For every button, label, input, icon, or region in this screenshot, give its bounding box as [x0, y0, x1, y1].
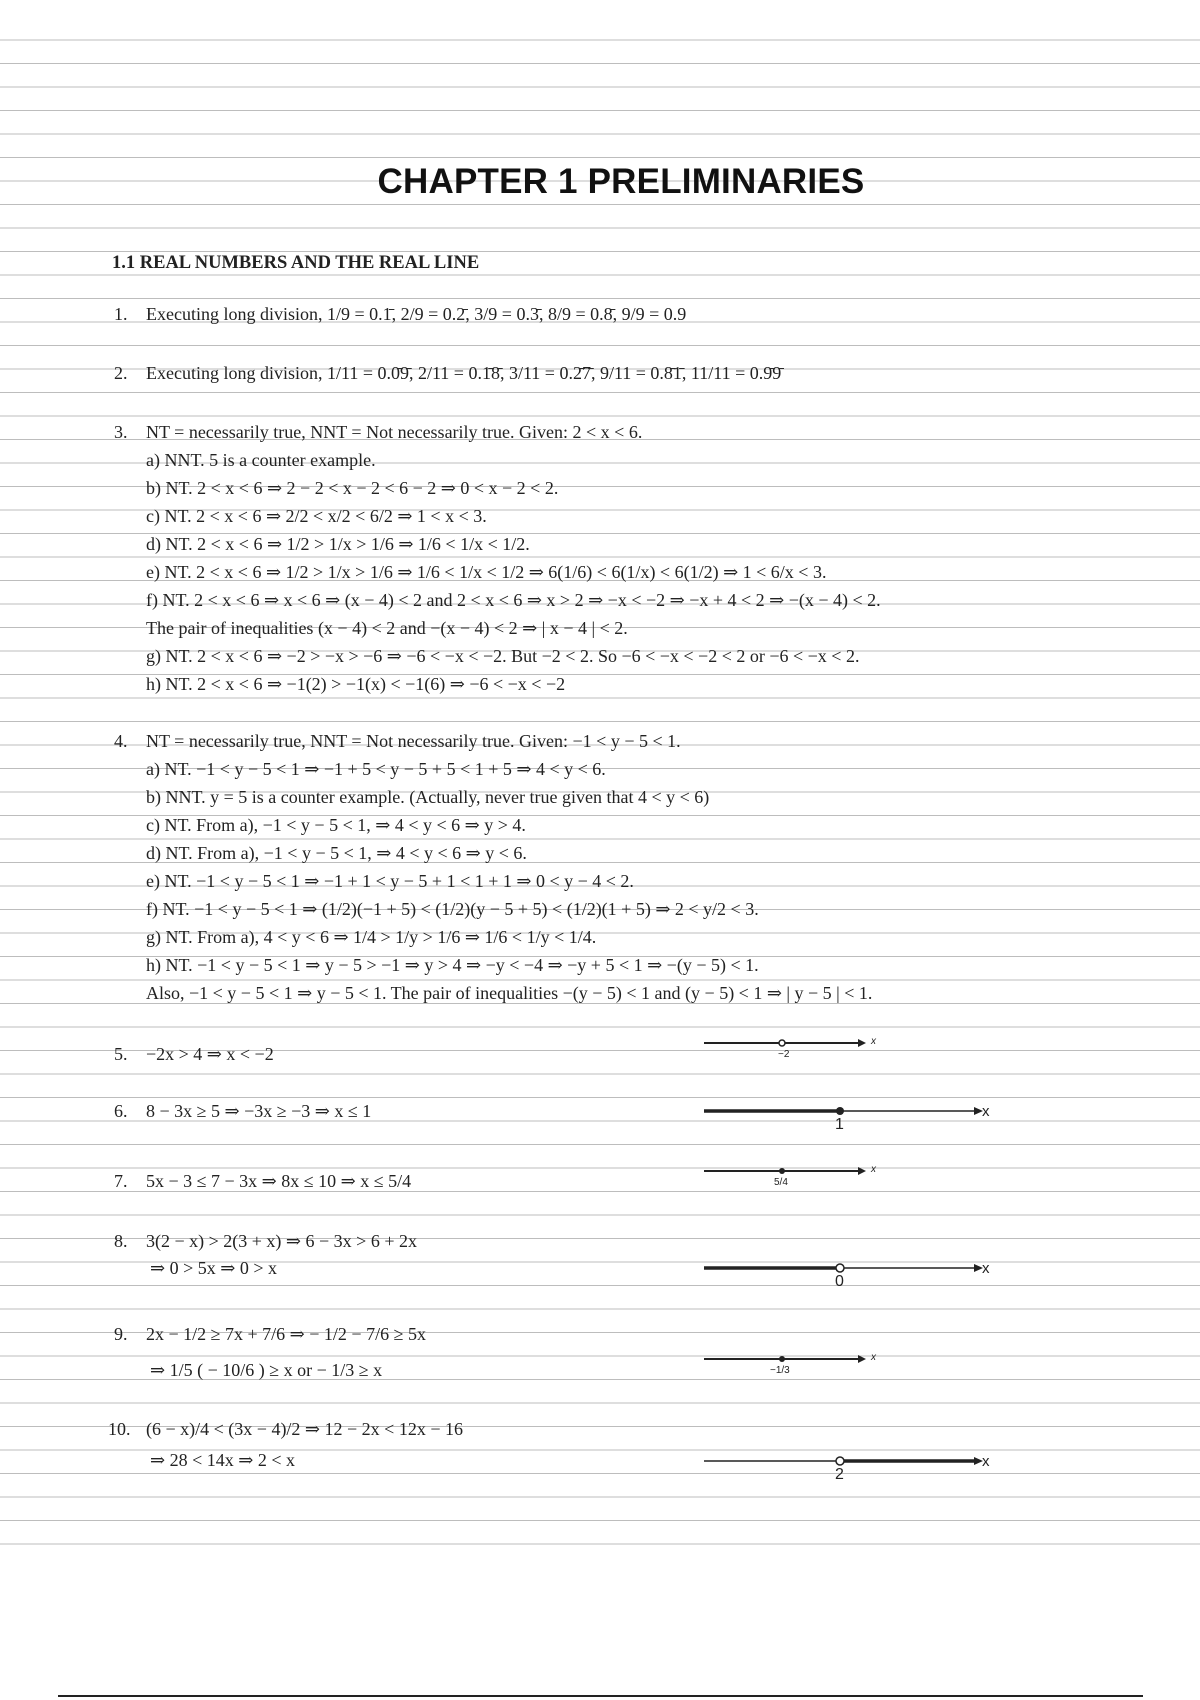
chapter-title: CHAPTER 1 PRELIMINARIES	[377, 162, 865, 201]
number-line-point-label: 0	[835, 1273, 844, 1289]
item-line: g) NT. 2 < x < 6 ⇒ −2 > −x > −6 ⇒ −6 < −x < −2. But −2 < 2. So −6 < −x < −2 < 2 or −6 < −x < 2.	[146, 646, 860, 666]
item-line: d) NT. 2 < x < 6 ⇒ 1/2 > 1/x > 1/6 ⇒ 1/6 < 1/x < 1/2.	[146, 534, 530, 554]
item-number: 2.	[114, 363, 128, 383]
number-line-point-label: 1	[835, 1116, 844, 1132]
number-line-item-6	[700, 1100, 1000, 1132]
item-number: 8.	[114, 1231, 128, 1251]
item-line: c) NT. From a), −1 < y − 5 < 1, ⇒ 4 < y < 6 ⇒ y > 4.	[146, 815, 526, 835]
item-number: 5.	[114, 1044, 128, 1064]
item-line: a) NT. −1 < y − 5 < 1 ⇒ −1 + 5 < y − 5 + 5 < 1 + 5 ⇒ 4 < y < 6.	[146, 759, 606, 779]
number-line-item-7	[700, 1160, 880, 1190]
item-number: 3.	[114, 422, 128, 442]
number-line-point-label: 2	[835, 1466, 844, 1482]
item-line: ⇒ 0 > 5x ⇒ 0 > x	[150, 1258, 277, 1278]
item-line: 8 − 3x ≥ 5 ⇒ −3x ≥ −3 ⇒ x ≤ 1	[146, 1101, 372, 1121]
item-line: c) NT. 2 < x < 6 ⇒ 2/2 < x/2 < 6/2 ⇒ 1 < x < 3.	[146, 506, 487, 526]
number-line-point-label: −2	[778, 1049, 790, 1060]
item-line: b) NT. 2 < x < 6 ⇒ 2 − 2 < x − 2 < 6 − 2 ⇒ 0 < x − 2 < 2.	[146, 478, 559, 498]
item-number: 9.	[114, 1324, 128, 1344]
item-line: b) NNT. y = 5 is a counter example. (Actually, never true given that 4 < y < 6)	[146, 787, 710, 807]
item-line: Also, −1 < y − 5 < 1 ⇒ y − 5 < 1. The pair of inequalities −(y − 5) < 1 and (y − 5) < 1 ⇒ | y − 5 | < 1.	[146, 983, 873, 1003]
item-line: h) NT. 2 < x < 6 ⇒ −1(2) > −1(x) < −1(6) ⇒ −6 < −x < −2	[146, 674, 566, 694]
number-line-point-label: −1/3	[770, 1365, 790, 1376]
item-number: 4.	[114, 731, 128, 751]
item-line: d) NT. From a), −1 < y − 5 < 1, ⇒ 4 < y < 6 ⇒ y < 6.	[146, 843, 527, 863]
item-line: 5x − 3 ≤ 7 − 3x ⇒ 8x ≤ 10 ⇒ x ≤ 5/4	[146, 1171, 412, 1191]
item-line: ⇒ 1/5 ( − 10/6 ) ≥ x or − 1/3 ≥ x	[150, 1360, 383, 1380]
item-line: e) NT. −1 < y − 5 < 1 ⇒ −1 + 1 < y − 5 + 1 < 1 + 1 ⇒ 0 < y − 4 < 2.	[146, 871, 634, 891]
item-number: 10.	[108, 1419, 131, 1439]
item-line: e) NT. 2 < x < 6 ⇒ 1/2 > 1/x > 1/6 ⇒ 1/6 < 1/x < 1/2 ⇒ 6(1/6) < 6(1/x) < 6(1/2) ⇒ 1 < 6/x < 3.	[146, 562, 827, 582]
number-line-axis-label: x	[982, 1453, 990, 1470]
item-line: Executing long division, 1/9 = 0.1̄, 2/9 = 0.2̄, 3/9 = 0.3̄, 8/9 = 0.8̄, 9/9 = 0.9	[146, 304, 687, 324]
item-line: f) NT. −1 < y − 5 < 1 ⇒ (1/2)(−1 + 5) < (1/2)(y − 5 + 5) < (1/2)(1 + 5) ⇒ 2 < y/2 < 3.	[146, 899, 759, 919]
item-line: 3(2 − x) > 2(3 + x) ⇒ 6 − 3x > 6 + 2x	[146, 1231, 417, 1251]
item-line: h) NT. −1 < y − 5 < 1 ⇒ y − 5 > −1 ⇒ y > 4 ⇒ −y < −4 ⇒ −y + 5 < 1 ⇒ −(y − 5) < 1.	[146, 955, 759, 975]
item-line: ⇒ 28 < 14x ⇒ 2 < x	[150, 1450, 295, 1470]
number-line-item-10	[700, 1450, 1000, 1482]
footer-rule	[58, 1695, 1143, 1697]
number-line-axis-label: x	[982, 1103, 990, 1120]
number-line-point-label: 5/4	[774, 1177, 788, 1188]
number-line-axis-label: x	[871, 1352, 876, 1363]
item-line: −2x > 4 ⇒ x < −2	[146, 1044, 274, 1064]
number-line-axis-label: x	[982, 1260, 990, 1277]
item-number: 7.	[114, 1171, 128, 1191]
number-line-axis-label: x	[871, 1036, 876, 1047]
number-line-item-9	[700, 1348, 880, 1378]
item-line: NT = necessarily true, NNT = Not necessarily true. Given: −1 < y − 5 < 1.	[146, 731, 681, 751]
number-line-item-8	[700, 1257, 1000, 1289]
item-line: (6 − x)/4 < (3x − 4)/2 ⇒ 12 − 2x < 12x − 16	[146, 1419, 463, 1439]
item-number: 1.	[114, 304, 128, 324]
item-line: The pair of inequalities (x − 4) < 2 and −(x − 4) < 2 ⇒ | x − 4 | < 2.	[146, 618, 628, 638]
section-title: 1.1 REAL NUMBERS AND THE REAL LINE	[112, 253, 480, 273]
item-line: NT = necessarily true, NNT = Not necessarily true. Given: 2 < x < 6.	[146, 422, 643, 442]
item-line: f) NT. 2 < x < 6 ⇒ x < 6 ⇒ (x − 4) < 2 and 2 < x < 6 ⇒ x > 2 ⇒ −x < −2 ⇒ −x + 4 < 2 ⇒ −(x − 4) < 2.	[146, 590, 881, 610]
item-line: a) NNT. 5 is a counter example.	[146, 450, 376, 470]
item-number: 6.	[114, 1101, 128, 1121]
number-line-item-5	[700, 1032, 880, 1062]
item-line: 2x − 1/2 ≥ 7x + 7/6 ⇒ − 1/2 − 7/6 ≥ 5x	[146, 1324, 426, 1344]
number-line-axis-label: x	[871, 1164, 876, 1175]
item-line: g) NT. From a), 4 < y < 6 ⇒ 1/4 > 1/y > 1/6 ⇒ 1/6 < 1/y < 1/4.	[146, 927, 597, 947]
item-line: Executing long division, 1/11 = 0.0̄9̄, 2/11 = 0.1̄8̄, 3/11 = 0.2̄7̄, 9/11 = 0.8̄1̄, 11/11 = 0.9̄9̄	[146, 363, 782, 383]
